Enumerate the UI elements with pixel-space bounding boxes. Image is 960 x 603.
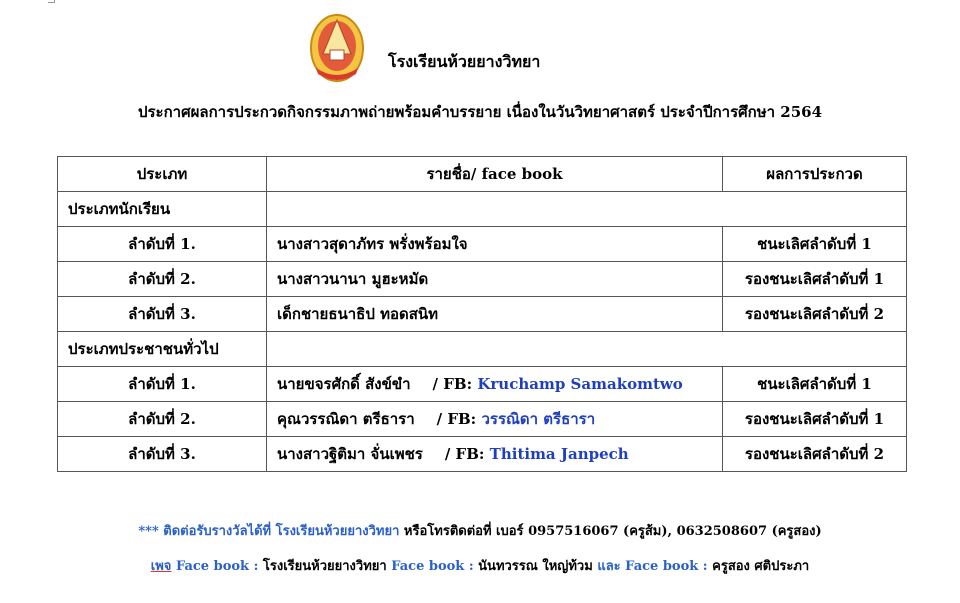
contact-location: *** ติดต่อรับรางวัลได้ที่ โรงเรียนห้วยยางวิทยา [138,524,400,539]
fb-label: / FB: [432,375,473,393]
contact-phones: หรือโทรติดต่อที่ เบอร์ 0957516067 (ครูส้ม), 0632508607 (ครูสอง) [399,524,822,539]
table-row [58,227,907,262]
fb-label-1: Face book : [171,559,259,574]
name-cell: นางสาวสุดาภัทร พรั่งพร้อมใจ [267,227,723,262]
table-row [58,262,907,297]
rank-cell: ลำดับที่ 3. [58,437,267,472]
facebook-link[interactable]: Thitima Janpech [489,445,629,463]
announcement-title: ประกาศผลการประกวดกิจกรรมภาพถ่ายพร้อมคำบรรยาย เนื่องในวันวิทยาศาสตร์ ประจำปีการศึกษา 2564 [137,103,823,121]
fb-label: / FB: [436,410,477,428]
result-cell: รองชนะเลิศลำดับที่ 1 [723,262,907,297]
rank-cell: ลำดับที่ 1. [58,367,267,402]
corner-mark [48,0,55,3]
fb-label-3: และ Face book : [597,559,708,574]
name-cell: นางสาวนานา มูฮะหมัด [267,262,723,297]
table-row [58,437,907,472]
section-row-students [58,192,907,227]
facebook-pages-line [0,555,960,576]
rank-cell: ลำดับที่ 2. [58,262,267,297]
person-name: คุณวรรณิดา ตรีธารา [277,410,415,428]
result-cell: รองชนะเลิศลำดับที่ 1 [723,402,907,437]
section-label: ประเภทประชาชนทั่วไป [58,332,267,367]
facebook-link[interactable]: Kruchamp Samakomtwo [477,375,683,393]
person-name: นางสาวฐิติมา จั่นเพชร [277,445,423,463]
header-category: ประเภท [58,157,267,192]
header-names: รายชื่อ/ face book [267,157,723,192]
fb-page-teacher-1[interactable]: นันทวรรณ ใหญ่ท้วม [473,559,598,574]
fb-label-2: Face book : [391,559,474,574]
contact-line [0,520,960,541]
name-cell [267,437,723,472]
fb-page-teacher-2[interactable]: ครูสอง ศติประภา [707,559,810,574]
facebook-link[interactable]: วรรณิดา ตรีธารา [481,410,596,428]
rank-cell: ลำดับที่ 1. [58,227,267,262]
table-header-row [58,157,907,192]
rank-cell: ลำดับที่ 3. [58,297,267,332]
result-cell: ชนะเลิศลำดับที่ 1 [723,227,907,262]
page-label: เพจ [150,559,172,574]
results-table [57,156,907,472]
name-cell [267,367,723,402]
result-cell: ชนะเลิศลำดับที่ 1 [723,367,907,402]
school-emblem-icon [308,12,366,84]
school-name: โรงเรียนห้วยยางวิทยา [388,52,541,71]
section-row-public [58,332,907,367]
fb-page-school[interactable]: โรงเรียนห้วยยางวิทยา [258,559,392,574]
fb-label: / FB: [444,445,485,463]
section-empty [267,332,907,367]
header-result: ผลการประกวด [723,157,907,192]
person-name: นายขจรศักดิ์ สังข์ขำ [277,375,411,393]
name-cell: เด็กชายธนาธิป ทอดสนิท [267,297,723,332]
rank-cell: ลำดับที่ 2. [58,402,267,437]
table-row [58,367,907,402]
header [0,10,960,90]
table-row [58,402,907,437]
section-label: ประเภทนักเรียน [58,192,267,227]
name-cell [267,402,723,437]
result-cell: รองชนะเลิศลำดับที่ 2 [723,437,907,472]
table-row [58,297,907,332]
result-cell: รองชนะเลิศลำดับที่ 2 [723,297,907,332]
section-empty [267,192,907,227]
